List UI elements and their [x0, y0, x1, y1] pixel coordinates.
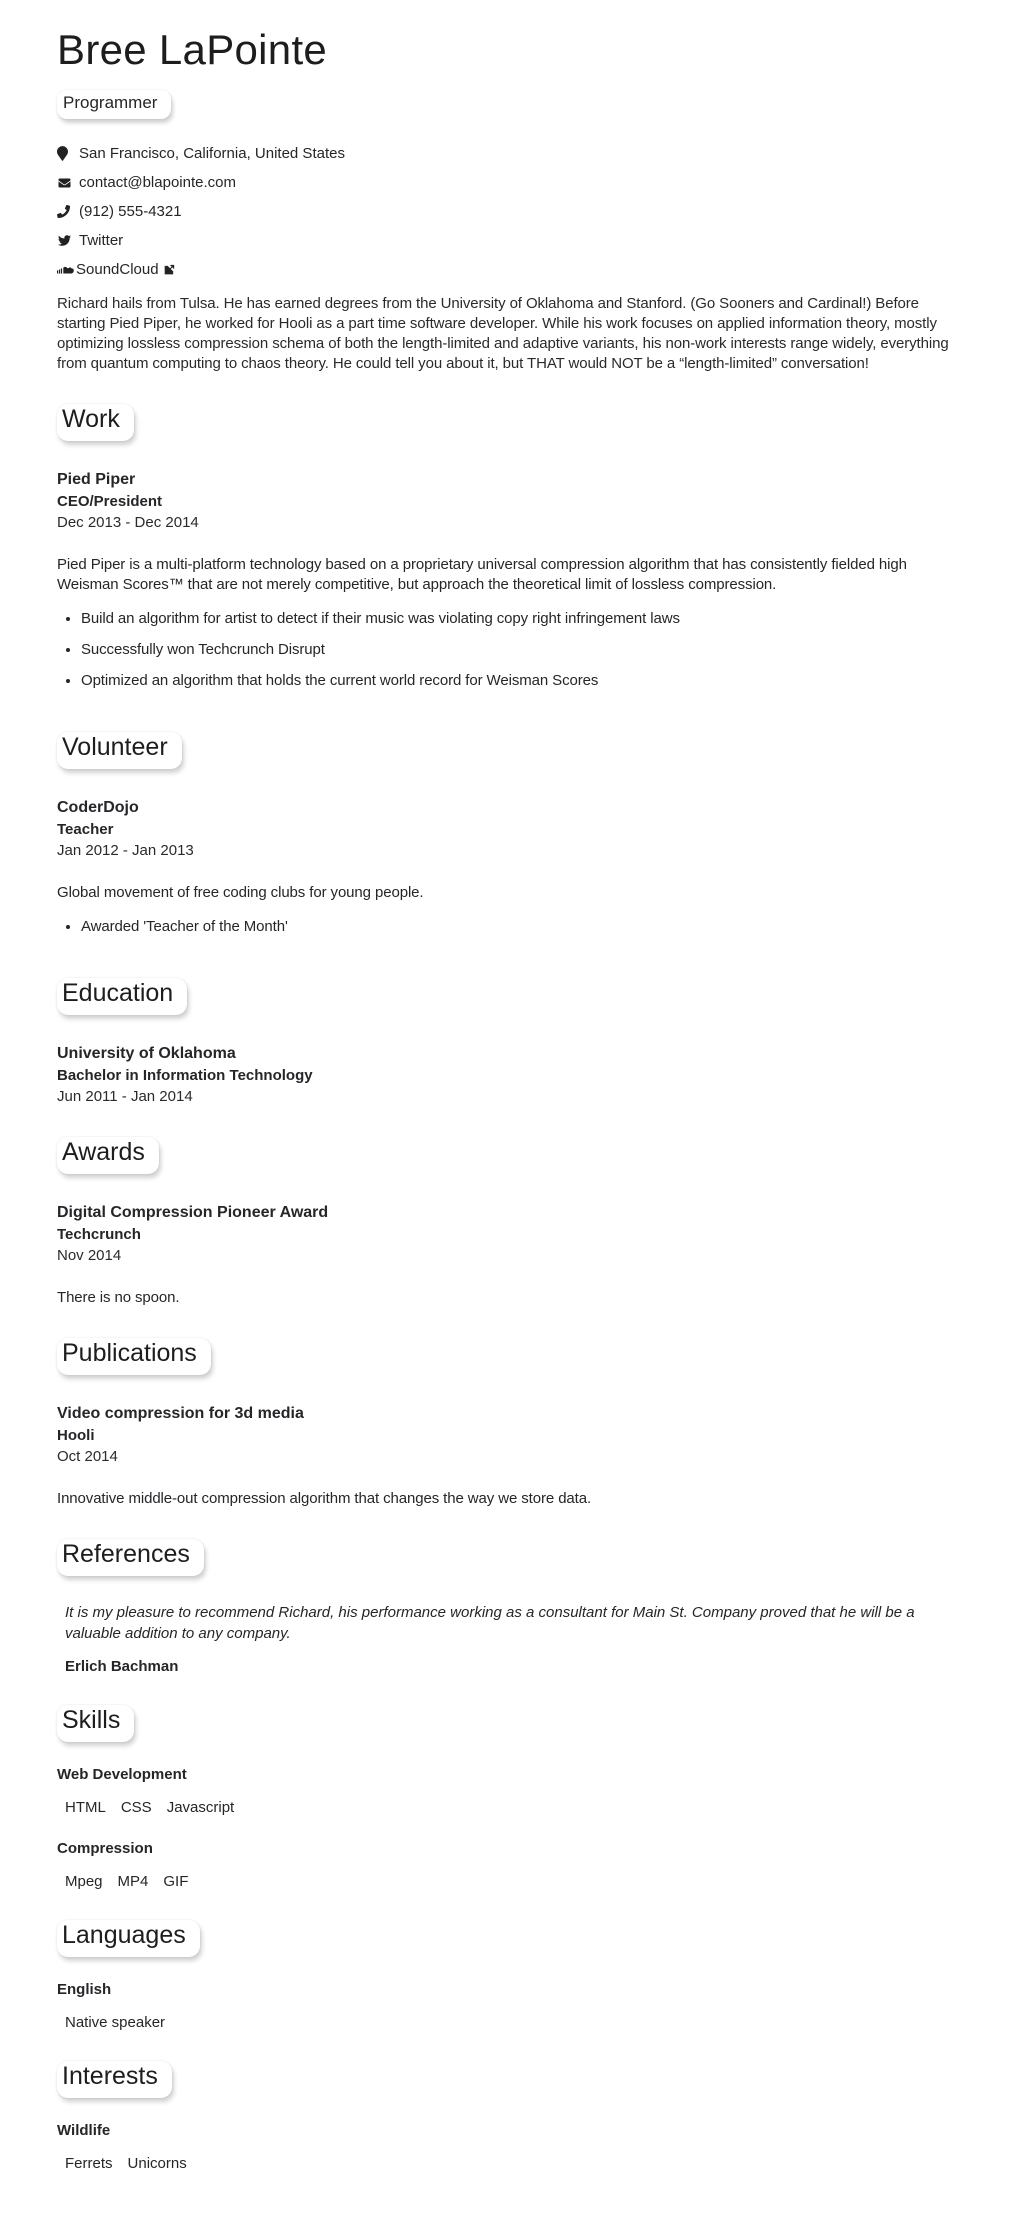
skill-keyword: GIF — [163, 1873, 189, 1890]
skill-group-name: Compression — [57, 1840, 153, 1857]
contact-soundcloud-text: SoundCloud — [76, 261, 159, 278]
twitter-bird-icon — [57, 234, 79, 247]
volunteer-position: Teacher — [57, 821, 114, 838]
award-summary: There is no spoon. — [57, 1289, 180, 1306]
interests-heading: Interests — [57, 2061, 172, 2098]
education-dates: Jun 2011 - Jan 2014 — [57, 1088, 193, 1105]
skill-keyword: HTML — [65, 1799, 106, 1816]
skills-heading: Skills — [57, 1705, 134, 1742]
references-heading: References — [57, 1539, 204, 1576]
soundcloud-icon — [57, 264, 76, 275]
education-entry — [57, 1043, 967, 1107]
volunteer-summary: Global movement of free coding clubs for young people. — [57, 884, 424, 901]
volunteer-entry — [57, 797, 967, 861]
languages-heading: Languages — [57, 1920, 200, 1957]
envelope-icon — [57, 177, 79, 189]
work-position: CEO/President — [57, 493, 163, 510]
person-name: Bree LaPointe — [57, 26, 328, 73]
skill-group-name: Web Development — [57, 1766, 187, 1783]
interest-keyword: Unicorns — [127, 2155, 187, 2172]
external-link-icon — [163, 264, 175, 276]
language-name: English — [57, 1981, 112, 1998]
publication-entry — [57, 1403, 967, 1467]
skill-keyword: MP4 — [117, 1873, 149, 1890]
reference-name: Erlich Bachman — [65, 1658, 179, 1675]
section-work — [57, 374, 967, 691]
contact-location-text: San Francisco, California, United States — [79, 145, 345, 162]
skill-keyword: Javascript — [166, 1799, 235, 1816]
contact-list — [57, 145, 967, 278]
section-interests — [57, 2031, 967, 2172]
award-title: Digital Compression Pioneer Award — [57, 1204, 329, 1221]
contact-soundcloud-link[interactable] — [57, 261, 967, 278]
contact-phone-text: (912) 555-4321 — [79, 203, 182, 220]
volunteer-highlight-item: • Awarded 'Teacher of the Month' — [81, 917, 967, 937]
work-highlight-item: • Successfully won Techcrunch Disrupt — [81, 640, 967, 660]
map-marker-icon — [57, 146, 79, 161]
interest-name: Wildlife — [57, 2122, 111, 2139]
section-education — [57, 948, 967, 1107]
work-company: Pied Piper — [57, 471, 136, 488]
award-entry — [57, 1202, 967, 1266]
section-languages — [57, 1890, 967, 2031]
section-publications — [57, 1308, 967, 1509]
education-heading: Education — [57, 978, 187, 1015]
volunteer-dates: Jan 2012 - Jan 2013 — [57, 842, 194, 859]
interest-keyword: Ferrets — [65, 2155, 113, 2172]
volunteer-heading: Volunteer — [57, 732, 182, 769]
work-dates: Dec 2013 - Dec 2014 — [57, 514, 199, 531]
volunteer-organization: CoderDojo — [57, 799, 139, 816]
reference-quote: It is my pleasure to recommend Richard, his performance working as a consultant for Main St. Company proved that he will be a valuable addition to any company. — [65, 1604, 915, 1642]
section-volunteer — [57, 702, 967, 937]
contact-twitter-text: Twitter — [79, 232, 124, 249]
job-title-badge: Programmer — [57, 90, 171, 119]
work-entry — [57, 469, 967, 533]
publication-title: Video compression for 3d media — [57, 1405, 304, 1422]
work-highlight-item: • Optimized an algorithm that holds the current world record for Weisman Scores — [81, 671, 967, 691]
contact-phone — [57, 203, 967, 220]
work-heading: Work — [57, 404, 134, 441]
publication-date: Oct 2014 — [57, 1448, 118, 1465]
section-awards — [57, 1107, 967, 1308]
contact-email — [57, 174, 967, 191]
skill-keywords — [57, 1873, 967, 1890]
work-highlight-item: • Build an algorithm for artist to detect if their music was violating copy right infringement laws — [81, 609, 967, 629]
skill-keyword: CSS — [120, 1799, 152, 1816]
skill-keywords — [57, 1799, 967, 1816]
profile-summary: Richard hails from Tulsa. He has earned degrees from the University of Oklahoma and Stanford. (Go Sooners and Cardinal!) Before starting Pied Piper, he worked for Hooli as a part time software developer. While his work focuses on applied information theory, mostly optimizing lossless compression schema of both the length-limited and adaptive variants, his non-work interests range widely, everything from quantum computing to chaos theory. He could tell you about it, but THAT would NOT be a “length-limited” conversation! — [57, 295, 949, 372]
education-degree: Bachelor in Information Technology — [57, 1067, 313, 1084]
volunteer-highlights — [57, 917, 967, 937]
work-highlights — [57, 609, 967, 691]
publication-publisher: Hooli — [57, 1427, 95, 1444]
contact-location — [57, 145, 967, 162]
skill-keyword: Mpeg — [65, 1873, 103, 1890]
awards-heading: Awards — [57, 1137, 159, 1174]
award-date: Nov 2014 — [57, 1247, 122, 1264]
phone-icon — [57, 205, 79, 218]
contact-email-text: contact@blapointe.com — [79, 174, 236, 191]
work-summary: Pied Piper is a multi-platform technology based on a proprietary universal compression algorithm that has consistently fielded high Weisman Scores™ that are not merely competitive, but approach the theoretical limit of lossless compression. — [57, 556, 907, 593]
award-awarder: Techcrunch — [57, 1226, 141, 1243]
publication-summary: Innovative middle-out compression algorithm that changes the way we store data. — [57, 1490, 592, 1507]
section-skills — [57, 1675, 967, 1890]
interest-keywords — [57, 2155, 967, 2172]
contact-twitter-link[interactable] — [57, 232, 967, 249]
education-institution: University of Oklahoma — [57, 1045, 236, 1062]
language-fluency: Native speaker — [65, 2014, 166, 2031]
section-references — [57, 1509, 967, 1675]
publications-heading: Publications — [57, 1338, 211, 1375]
